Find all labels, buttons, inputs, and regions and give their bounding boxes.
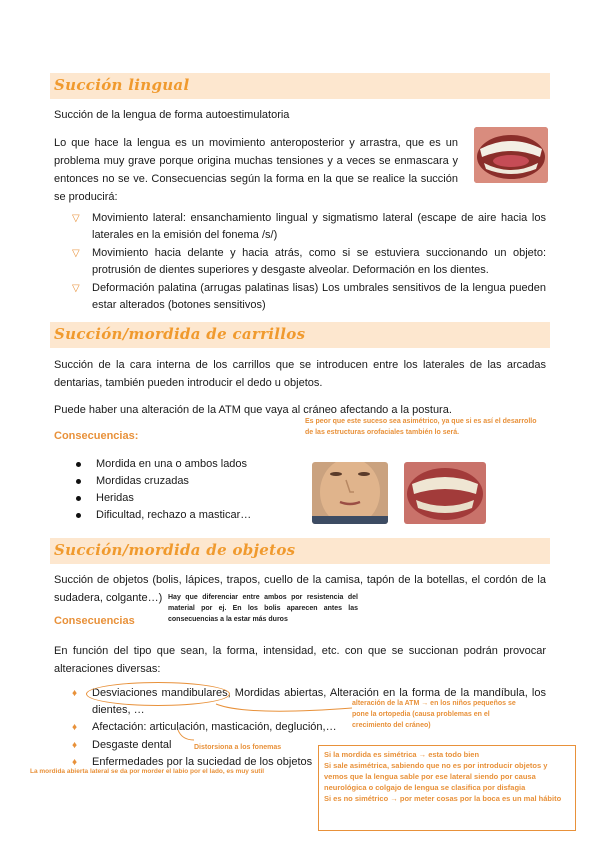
annotation-box: Si la mordida es simétrica → esta todo bien Si sale asimétrica, sabiendo que no es por introducir objetos y vemos que la lengua sable por ese lateral siendo por causa neurológica o colgajo de lengua se clasifica por disfagia Si es no simétrico → por meter cosas por la boca es un mal hábito xyxy=(318,745,576,831)
bullet-dot-icon xyxy=(76,513,81,518)
annotation-distorsiona: Distorsiona a los fonemas xyxy=(194,744,282,751)
bullet-dot-icon xyxy=(76,479,81,484)
list-item: ▽ Deformación palatina (arrugas palatinas lisas) Los umbrales sensitivos de la lengua pueden estar alterados (botones sensitivos) xyxy=(72,282,546,311)
diamond-bullet-icon: ♦ xyxy=(72,722,78,733)
paragraph-carrillos-1: Succión de la cara interna de los carrillos que se introducen entre los laterales de las arcadas dentarias, también pueden introducir el dedo u objetos. xyxy=(54,359,546,389)
triangle-bullet-icon: ▽ xyxy=(72,213,80,224)
teeth-photo-1 xyxy=(474,127,548,183)
list-item: ▽ Movimiento hacia delante y hacia atrás, como si se estuviera succionando un objeto: protrusión de dientes superiores y desgaste alveolar. Deformación en los dientes. xyxy=(72,247,546,276)
subtitle: Succión de la lengua de forma autoestimulatoria xyxy=(54,109,290,121)
face-photo xyxy=(312,462,388,524)
paragraph-carrillos-2: Puede haber una alteración de la ATM que vaya al cráneo afectando a la postura. xyxy=(54,404,452,416)
list-item: ♦ Desviaciones mandibulares, Mordidas abiertas, Alteración en la forma de la mandíbula, los dientes, … xyxy=(72,687,546,716)
paragraph-objetos-2: En función del tipo que sean, la forma, intensidad, etc. con que se succionan podrán provocar alteraciones diversas: xyxy=(54,645,546,675)
heading-text: Succión/mordida de objetos xyxy=(54,541,296,559)
diamond-bullet-icon: ♦ xyxy=(72,740,78,751)
section-heading-carrillos xyxy=(50,322,550,348)
diamond-bullet-icon: ♦ xyxy=(72,757,78,768)
section-heading-succion-lingual xyxy=(50,73,550,99)
list-item: ▽ Movimiento lateral: ensanchamiento lingual y sigmatismo lateral (escape de aire hacia los laterales en la emisión del fonema /s/) xyxy=(72,212,546,241)
triangle-bullet-icon: ▽ xyxy=(72,248,80,259)
bullet-dot-icon xyxy=(76,496,81,501)
triangle-bullet-icon: ▽ xyxy=(72,283,80,294)
annotation-mordida-lateral: La mordida abierta lateral se da por morder el labio por el lado, es muy sutil xyxy=(30,768,265,775)
heading-text: Succión lingual xyxy=(54,76,190,94)
consequences-label: Consecuencias: xyxy=(54,430,139,442)
annotation-atm: alteración de la ATM → en los niños pequeños se pone la ortopedia (causa problemas en el crecimiento del cráneo) xyxy=(352,700,516,729)
annotation-resistencia: Hay que diferenciar entre ambos por resistencia del material por ej. En los bolis aparecen antes las consecuencias a la estar más duros xyxy=(168,594,358,623)
paragraph-objetos-1: Succión de objetos (bolis, lápices, trapos, cuello de la camisa, tapón de la botellas, el cordón de la sudadera, colgante…) xyxy=(54,574,546,604)
annotation-asimetrico: Es peor que este suceso sea asimétrico, ya que si es así el desarrollo de las estructuras orofaciales también lo será. xyxy=(305,418,537,436)
diamond-bullet-icon: ♦ xyxy=(72,688,78,699)
paragraph-lingual: Lo que hace la lengua es un movimiento anteroposterior y arrastra, que es un problema muy grave porque origina muchas tensiones y a veces se enmascara y entonces no se ve. Consecuencias según la forma en la que se realice la succión se producirá: xyxy=(54,137,458,203)
consequences-label-2: Consecuencias xyxy=(54,615,135,627)
section-heading-objetos xyxy=(50,538,550,564)
heading-text: Succión/mordida de carrillos xyxy=(54,325,306,343)
bullet-dot-icon xyxy=(76,462,81,467)
teeth-photo-2 xyxy=(404,462,486,524)
